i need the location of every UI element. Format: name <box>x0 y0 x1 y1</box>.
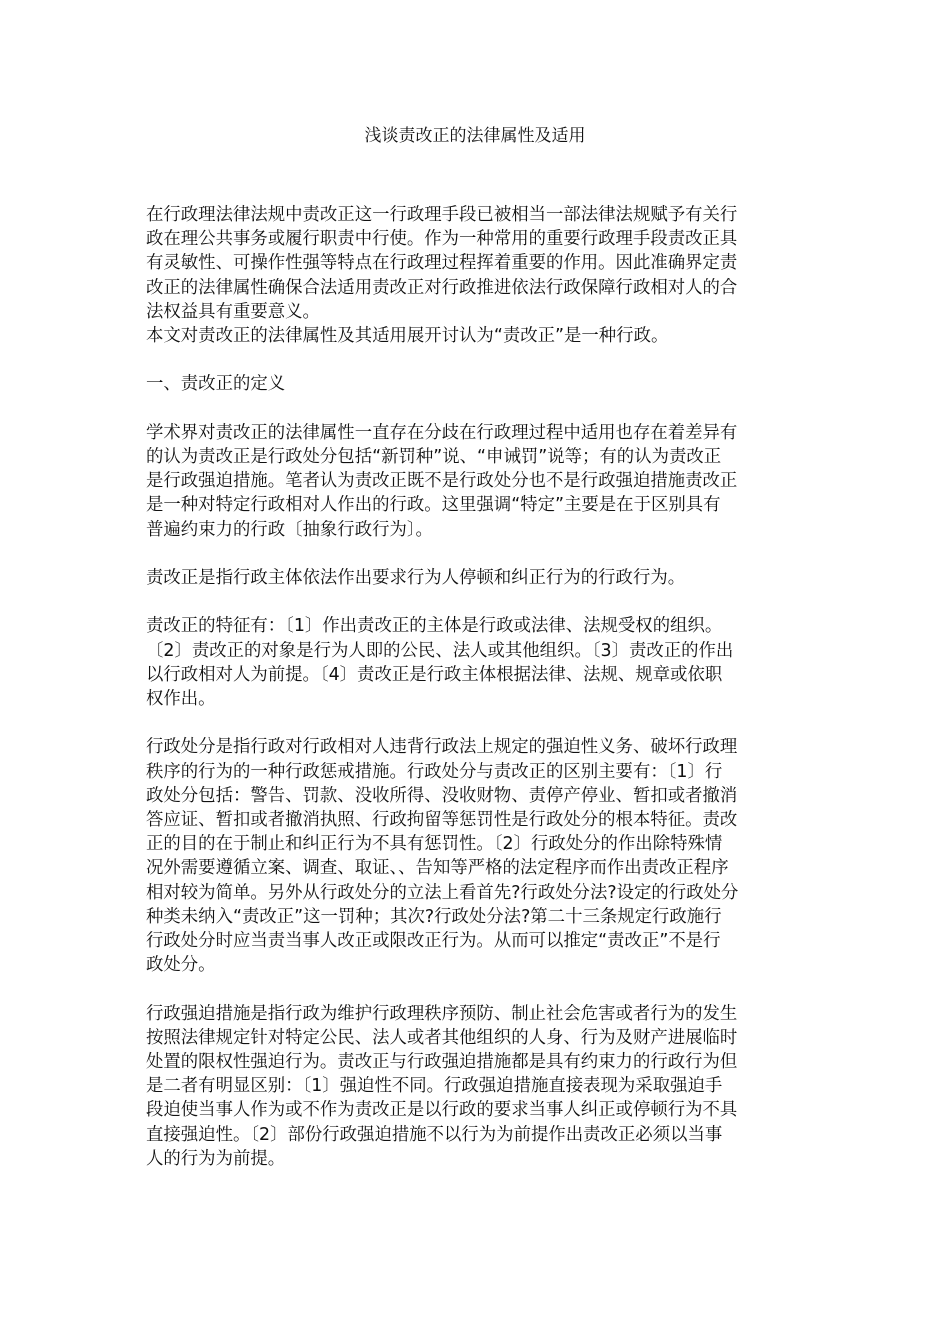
text-line: 的认为责改正是行政处分包括“新罚种”说、“申诫罚”说等；有的认为责改正 <box>146 447 722 467</box>
text-line: 人的行为为前提。 <box>146 1148 286 1169</box>
text-line: 政在理公共事务或履行职责中行使。作为一种常用的重要行政理手段责改正具 <box>146 229 738 250</box>
document-body <box>146 203 808 1171</box>
document-title: 浅谈责改正的法律属性及适用 <box>364 126 586 146</box>
text-line: 答应证、暂扣或者撤消执照、行政拘留等惩罚性是行政处分的根本特征。责改 <box>146 810 738 830</box>
text-line: 正的目的在于制止和纠正行为不具有惩罚性。〔2〕行政处分的作出除特殊情 <box>146 834 723 855</box>
paragraph <box>146 421 808 542</box>
text-line: 有灵敏性、可操作性强等特点在行政理过程挥着重要的作用。因此准确界定责 <box>146 253 738 274</box>
text-line: 本文对责改正的法律属性及其适用展开讨认为“责改正”是一种行政。 <box>146 326 669 347</box>
text-line: 行政强迫措施是指行政为维护行政理秩序预防、制止社会危害或者行为的发生 <box>146 1003 738 1024</box>
text-line: 行政处分时应当责当事人改正或限改正行为。从而可以推定“责改正”不是行 <box>146 931 721 952</box>
text-line: 秩序的行为的一种行政惩戒措施。行政处分与责改正的区别主要有：〔1〕行 <box>146 761 723 782</box>
text-line: 是行政强迫措施。笔者认为责改正既不是行政处分也不是行政强迫措施责改正 <box>146 471 738 492</box>
text-line: 种类未纳入“责改正”这一罚种；其次?行政处分法?第二十三条规定行政施行 <box>146 906 722 927</box>
text-line: 权作出。 <box>146 689 216 709</box>
paragraph <box>146 1002 808 1171</box>
text-line: 学术界对责改正的法律属性一直存在分歧在行政理过程中适用也存在着差异有 <box>146 422 738 443</box>
text-line: 在行政理法律法规中责改正这一行政理手段已被相当一部法律法规赋予有关行 <box>146 205 738 225</box>
paragraph <box>146 324 808 348</box>
text-line: 况外需要遵循立案、调查、取证、、告知等严格的法定程序而作出责改正程序 <box>146 858 729 879</box>
text-line: 是一种对特定行政相对人作出的行政。这里强调“特定”主要是在于区别具有 <box>146 495 721 516</box>
paragraph <box>146 566 808 590</box>
paragraph <box>146 614 808 711</box>
text-line: 责改正的特征有：〔1〕作出责改正的主体是行政或法律、法规受权的组织。 <box>146 616 723 637</box>
paragraph <box>146 203 808 324</box>
text-line: 改正的法律属性确保合法适用责改正对行政推进依法行政保障行政相对人的合 <box>146 277 738 298</box>
text-line: 直接强迫性。〔2〕部份行政强迫措施不以行为为前提作出责改正必须以当事 <box>146 1124 723 1145</box>
text-line: 〔2〕责改正的对象是行为人即的公民、法人或其他组织。〔3〕责改正的作出 <box>146 640 734 661</box>
text-line: 责改正是指行政主体依法作出要求行为人停顿和纠正行为的行政行为。 <box>146 568 686 588</box>
text-line: 政处分。 <box>146 955 216 976</box>
paragraph <box>146 735 808 977</box>
text-line: 以行政相对人为前提。〔4〕责改正是行政主体根据法律、法规、规章或依职 <box>146 664 723 685</box>
text-line: 是二者有明显区别：〔1〕强迫性不同。行政强迫措施直接表现为采取强迫手 <box>146 1076 723 1097</box>
text-line: 普遍约束力的行政〔抽象行政行为〕。 <box>146 519 433 540</box>
text-line: 法权益具有重要意义。 <box>146 301 320 322</box>
text-line: 行政处分是指行政对行政相对人违背行政法上规定的强迫性义务、破坏行政理 <box>146 737 738 758</box>
text-line: 政处分包括：警告、罚款、没收所得、没收财物、责停产停业、暂扣或者撤消 <box>146 785 738 806</box>
text-line: 相对较为简单。另外从行政处分的立法上看首先?行政处分法?设定的行政处分 <box>146 882 739 903</box>
text-line: 处置的限权性强迫行为。责改正与行政强迫措施都是具有约束力的行政行为但 <box>146 1052 738 1073</box>
text-line: 一、责改正的定义 <box>146 374 286 395</box>
text-line: 按照法律规定针对特定公民、法人或者其他组织的人身、行为及财产进展临时 <box>146 1027 738 1048</box>
paragraph <box>146 372 808 396</box>
text-line: 段迫使当事人作为或不作为责改正是以行政的要求当事人纠正或停顿行为不具 <box>146 1100 738 1121</box>
